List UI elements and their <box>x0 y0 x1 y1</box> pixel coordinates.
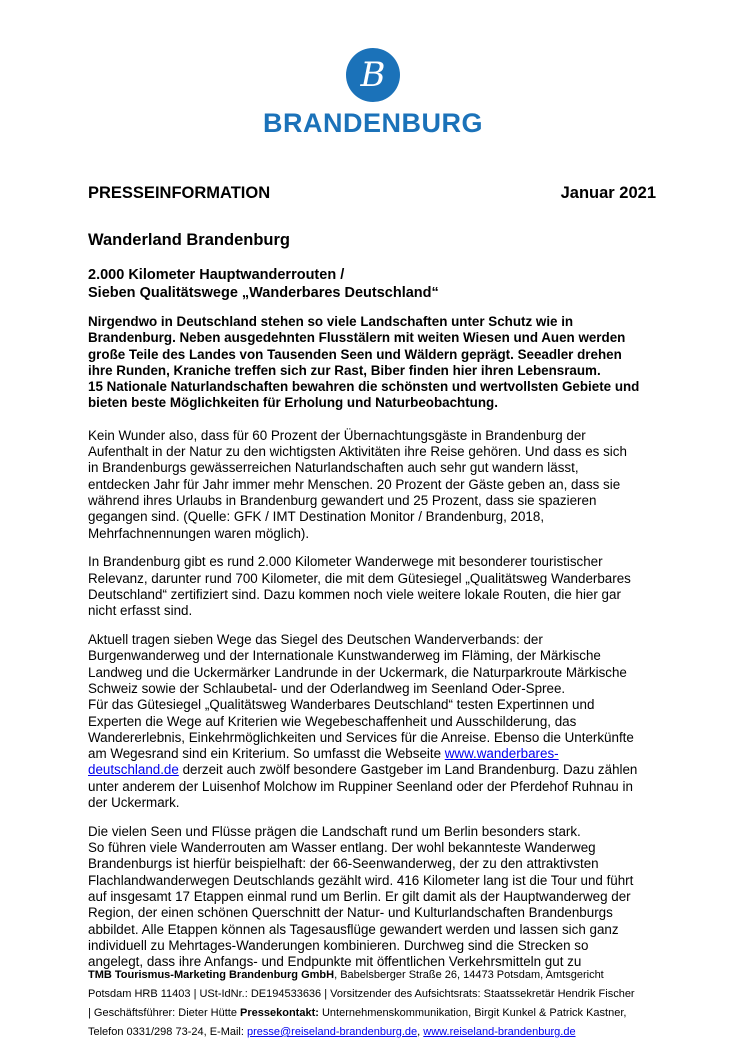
text-line <box>88 824 688 840</box>
text-line <box>88 314 688 330</box>
text-segment: Telefon 0331/298 73-24, E-Mail: <box>88 1026 247 1038</box>
document-subtitle <box>88 266 439 302</box>
text-segment: am Wegesrand sind ein Kriterium. So umfasst die Webseite <box>88 746 445 762</box>
text-line <box>88 795 688 811</box>
text-segment: Relevanz, darunter rund 700 Kilometer, die mit dem Gütesiegel „Qualitätsweg Wanderbares <box>88 570 631 586</box>
document-header <box>88 184 656 203</box>
logo-wordmark: BRANDENBURG <box>263 108 483 138</box>
text-line <box>88 603 688 619</box>
paragraph <box>88 554 688 619</box>
text-line <box>88 697 688 713</box>
paragraph <box>88 824 688 971</box>
text-segment: Nirgendwo in Deutschland stehen so viele Landschaften unter Schutz wie in <box>88 314 574 329</box>
text-line <box>88 395 688 411</box>
text-line <box>88 889 688 905</box>
link[interactable]: presse@reiseland-brandenburg.de <box>247 1026 418 1038</box>
text-line <box>88 1004 688 1023</box>
footer-imprint <box>88 966 688 1042</box>
text-segment: Kein Wunder also, dass für 60 Prozent der Übernachtungsgäste in Brandenburg der <box>88 427 586 443</box>
text-line <box>88 632 688 648</box>
text-line <box>88 779 688 795</box>
text-line <box>88 648 688 664</box>
text-line <box>88 746 688 762</box>
link[interactable]: www.reiseland-brandenburg.de <box>423 1026 576 1038</box>
text-segment: Landweg und die Uckermärker Landrunde in der Uckermark, die Naturparkroute Märkische <box>88 664 627 680</box>
press-date: Januar 2021 <box>560 184 656 202</box>
text-segment: während ihres Urlaubs in Brandenburg gewandert und 25 Prozent, dass sie spazieren <box>88 492 597 508</box>
text-line <box>88 840 688 856</box>
text-segment: Brandenburg. Neben ausgedehnten Flusstälern mit weiten Wiesen und Auen werden <box>88 330 626 346</box>
text-line <box>88 460 688 476</box>
text-line <box>88 571 688 587</box>
text-segment: gegangen sind. (Quelle: GFK / IMT Destination Monitor / Brandenburg, 2018, <box>88 509 545 525</box>
text-line <box>88 444 688 460</box>
text-segment: Mehrfachnennungen waren möglich). <box>88 525 310 541</box>
text-line <box>88 526 688 542</box>
text-line <box>88 762 688 778</box>
brandenburg-logo <box>0 48 746 138</box>
text-segment: bieten beste Möglichkeiten für Erholung und Naturbeobachtung. <box>88 395 498 411</box>
text-segment: entdecken Jahr für Jahr immer mehr Menschen. 20 Prozent der Gäste geben an, dass sie <box>88 476 621 492</box>
subtitle-line: Sieben Qualitätswege „Wanderbares Deutschland“ <box>88 285 439 301</box>
bold-text: Pressekontakt: <box>240 1007 319 1019</box>
text-line <box>88 730 688 746</box>
text-segment: unter anderem der Luisenhof Molchow im Ruppiner Seenland oder der Pferdehof Ruhnau in <box>88 778 633 794</box>
text-line <box>88 905 688 921</box>
text-line <box>88 681 688 697</box>
text-segment: Aufenthalt in der Natur zu den wichtigsten Aktivitäten ihre Reise gehören. Und dass es sich <box>88 444 627 460</box>
text-line <box>88 509 688 525</box>
text-segment: in Brandenburgs gewässerreichen Naturlandschaften auch sehr gut wandern lässt, <box>88 460 579 476</box>
text-line <box>88 873 688 889</box>
text-line <box>88 379 688 395</box>
text-segment: große Teile des Landes von Tausenden Seen und Wäldern geprägt. Seeadler drehen <box>88 346 622 362</box>
lead-paragraph <box>88 314 688 412</box>
text-segment: individuell zu Mehrtages-Wanderungen kombinieren. Durchweg sind die Strecken so <box>88 937 589 953</box>
press-label: PRESSEINFORMATION <box>88 184 271 202</box>
link[interactable]: deutschland.de <box>88 762 179 778</box>
bold-text: TMB Tourismus-Marketing Brandenburg GmbH <box>88 969 335 981</box>
text-segment: angelegt, dass ihre Anfangs- und Endpunkte mit öffentlichen Verkehrsmitteln gut zu <box>88 954 582 970</box>
logo-monogram-icon: B <box>346 48 400 102</box>
text-line <box>88 714 688 730</box>
text-segment: derzeit auch zwölf besondere Gastgeber im Land Brandenburg. Dazu zählen <box>178 762 638 778</box>
text-segment: nicht erfasst sind. <box>88 603 193 619</box>
text-segment: So führen viele Wanderrouten am Wasser entlang. Der wohl bekannteste Wanderweg <box>88 840 596 856</box>
text-segment: abbildet. Alle Etappen können als Tagesausflüge gewandert werden und lassen sich ganz <box>88 921 619 937</box>
text-line <box>88 966 688 985</box>
text-line <box>88 477 688 493</box>
text-segment: Unternehmenskommunikation, Birgit Kunkel & Patrick Kastner, <box>318 1007 627 1019</box>
text-segment: ihre Runden, Kraniche treffen sich zur Rast, Biber finden hier ihren Lebensraum. <box>88 362 601 378</box>
link[interactable]: www.wanderbares- <box>444 746 559 762</box>
text-line <box>88 1023 688 1042</box>
text-segment: 15 Nationale Naturlandschaften bewahren die schönsten und wertvollsten Gebiete und <box>88 379 640 395</box>
text-line <box>88 665 688 681</box>
text-segment: , Babelsberger Straße 26, 14473 Potsdam, Amtsgericht <box>334 969 604 981</box>
text-segment: Deutschland“ zertifiziert sind. Dazu kommen noch viele weitere lokale Routen, die hier gar <box>88 586 621 602</box>
subtitle-line: 2.000 Kilometer Hauptwanderrouten / <box>88 267 345 283</box>
text-line <box>88 554 688 570</box>
text-segment: , <box>417 1026 424 1038</box>
text-segment: Experten die Wege auf Kriterien wie Wegebeschaffenheit und Ausschilderung, das <box>88 713 577 729</box>
text-segment: Für das Gütesiegel „Qualitätsweg Wanderbares Deutschland“ testen Expertinnen und <box>88 697 595 713</box>
text-line <box>88 347 688 363</box>
text-segment: Brandenburgs ist hierfür beispielhaft: der 66-Seenwanderweg, der zu den attraktivsten <box>88 856 599 872</box>
text-segment: | Geschäftsführer: Dieter Hütte <box>88 1007 241 1019</box>
text-segment: der Uckermark. <box>88 795 180 811</box>
text-segment: Wandererlebnis, Einkehrmöglichkeiten und Services für die Anreise. Ebenso die Unterkünfte <box>88 729 634 745</box>
body-text <box>88 314 688 983</box>
text-segment: Region, der einen schönen Querschnitt der Natur- und Kulturlandschaften Brandenburgs <box>88 905 613 921</box>
text-line <box>88 856 688 872</box>
text-line <box>88 330 688 346</box>
paragraph <box>88 632 688 811</box>
text-segment: Potsdam HRB 11403 | USt-IdNr.: DE194533636 | Vorsitzender des Aufsichtsrats: Staatssekretär Hendrik Fischer <box>88 988 635 1000</box>
text-segment: auf insgesamt 17 Etappen einmal rund um Berlin. Er gilt damit als der Hauptwanderweg der <box>88 889 631 904</box>
text-segment: In Brandenburg gibt es rund 2.000 Kilometer Wanderwege mit besonderer touristischer <box>88 554 603 570</box>
text-segment: Flachlandwanderwegen Deutschlands gezählt wird. 416 Kilometer lang ist die Tour und führt <box>88 872 634 888</box>
text-line <box>88 985 688 1004</box>
text-segment: Burgenwanderweg und der Internationale Kunstwanderweg im Fläming, der Märkische <box>88 648 601 664</box>
text-line <box>88 938 688 954</box>
text-line <box>88 922 688 938</box>
document-title: Wanderland Brandenburg <box>88 231 290 249</box>
text-line <box>88 428 688 444</box>
text-segment: Die vielen Seen und Flüsse prägen die Landschaft rund um Berlin besonders stark. <box>88 823 581 839</box>
text-line <box>88 587 688 603</box>
text-line <box>88 493 688 509</box>
text-segment: Aktuell tragen sieben Wege das Siegel des Deutschen Wanderverbands: der <box>88 632 543 648</box>
text-line <box>88 363 688 379</box>
text-segment: Schweiz sowie der Schlaubetal- und der Oderlandweg im Seenland Oder-Spree. <box>88 680 566 696</box>
paragraph <box>88 428 688 542</box>
